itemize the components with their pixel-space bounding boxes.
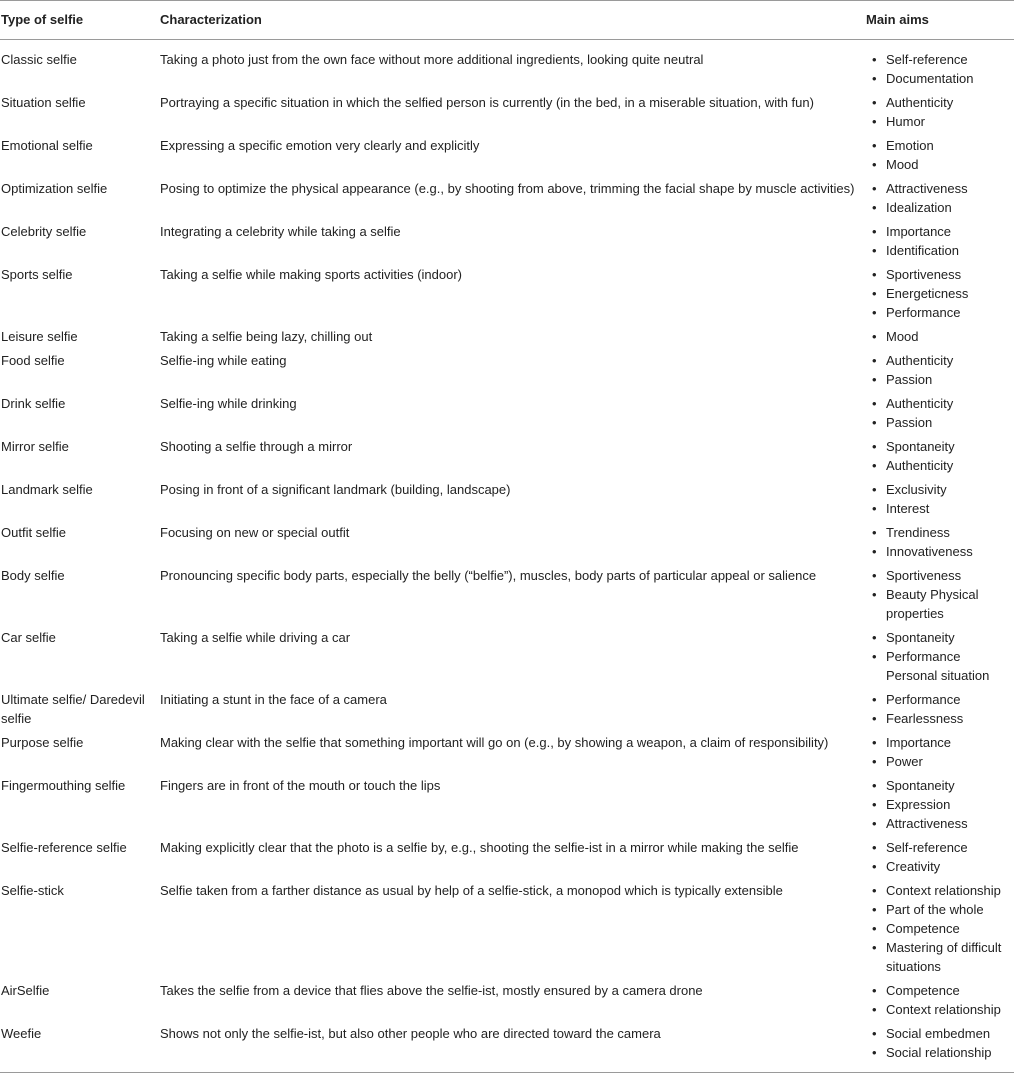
bullet-icon: • — [872, 754, 877, 769]
aim-list-item — [866, 938, 1014, 976]
characterization-cell: Taking a selfie while driving a car — [160, 630, 351, 645]
aim-list-item — [866, 241, 1014, 260]
selfie-type-cell: Drink selfie — [1, 396, 66, 411]
characterization-cell: Taking a selfie being lazy, chilling out — [160, 329, 373, 344]
aim-list-item — [866, 413, 1014, 432]
aim-text: Competence — [886, 983, 960, 998]
aim-text: Social embedmen — [886, 1026, 991, 1041]
aim-text: Mood — [886, 157, 919, 172]
main-aims-list — [866, 265, 1014, 322]
aim-text: Power — [886, 754, 923, 769]
bullet-icon: • — [872, 501, 877, 516]
aim-list-item — [866, 542, 1014, 561]
aim-text: Self-reference — [886, 840, 968, 855]
main-aims-list — [866, 50, 1014, 88]
characterization-cell: Initiating a stunt in the face of a camera — [160, 692, 387, 707]
table-row — [0, 40, 1014, 89]
aim-list-item — [866, 1043, 1014, 1062]
selfie-type-cell: AirSelfie — [1, 983, 50, 998]
bullet-icon: • — [872, 1026, 877, 1041]
aim-list-item — [866, 456, 1014, 475]
main-aims-cell — [866, 88, 1014, 131]
bullet-icon: • — [872, 711, 877, 726]
aim-text: Authenticity — [886, 458, 954, 473]
aim-text: Authenticity — [886, 396, 954, 411]
table-row — [0, 561, 1014, 623]
aim-list-item — [866, 814, 1014, 833]
selfie-type-cell: Landmark selfie — [1, 482, 93, 497]
bullet-icon: • — [872, 940, 877, 955]
aim-list-item — [866, 709, 1014, 728]
bullet-icon: • — [872, 525, 877, 540]
aim-list-item — [866, 752, 1014, 771]
bullet-icon: • — [872, 224, 877, 239]
characterization-cell: Takes the selfie from a device that flies above the selfie-ist, mostly ensured by a camera drone — [160, 983, 703, 998]
header-characterization: Characterization — [160, 12, 262, 27]
selfie-type-cell: Ultimate selfie/ Daredevil selfie — [1, 692, 145, 726]
bullet-icon: • — [872, 267, 877, 282]
selfie-type-cell: Leisure selfie — [1, 329, 78, 344]
bullet-icon: • — [872, 568, 877, 583]
aim-text: Mood — [886, 329, 919, 344]
aim-list-item — [866, 900, 1014, 919]
table-row — [0, 771, 1014, 833]
bullet-icon: • — [872, 649, 877, 664]
selfie-type-cell: Selfie-reference selfie — [1, 840, 127, 855]
main-aims-cell — [866, 174, 1014, 217]
table-header-row — [0, 1, 1014, 40]
bullet-icon: • — [872, 286, 877, 301]
bullet-icon: • — [872, 1002, 877, 1017]
main-aims-cell — [866, 623, 1014, 685]
aim-text: Humor — [886, 114, 926, 129]
aim-list-item — [866, 155, 1014, 174]
table-row — [0, 260, 1014, 322]
selfie-type-cell: Sports selfie — [1, 267, 73, 282]
bullet-icon: • — [872, 1045, 877, 1060]
aim-list-item — [866, 136, 1014, 155]
main-aims-cell — [866, 518, 1014, 561]
selfie-type-cell: Situation selfie — [1, 95, 86, 110]
characterization-cell: Shooting a selfie through a mirror — [160, 439, 353, 454]
selfie-type-cell: Emotional selfie — [1, 138, 93, 153]
aim-list-item — [866, 303, 1014, 322]
aim-list-item — [866, 327, 1014, 346]
aim-list-item — [866, 370, 1014, 389]
bullet-icon: • — [872, 329, 877, 344]
aim-text: Part of the whole — [886, 902, 984, 917]
bullet-icon: • — [872, 630, 877, 645]
aim-list-item — [866, 981, 1014, 1000]
main-aims-cell — [866, 685, 1014, 728]
bullet-icon: • — [872, 439, 877, 454]
aim-list-item — [866, 198, 1014, 217]
table-row — [0, 1019, 1014, 1073]
aim-list-item — [866, 112, 1014, 131]
table-row — [0, 88, 1014, 131]
aim-text: Context relationship — [886, 883, 1001, 898]
bullet-icon: • — [872, 138, 877, 153]
main-aims-list — [866, 480, 1014, 518]
aim-list-item — [866, 351, 1014, 370]
main-aims-list — [866, 437, 1014, 475]
characterization-cell: Expressing a specific emotion very clearly and explicitly — [160, 138, 480, 153]
bullet-icon: • — [872, 544, 877, 559]
bullet-icon: • — [872, 181, 877, 196]
aim-list-item — [866, 523, 1014, 542]
table-row — [0, 833, 1014, 876]
main-aims-list — [866, 327, 1014, 346]
aim-text: Expression — [886, 797, 951, 812]
selfie-type-cell: Outfit selfie — [1, 525, 67, 540]
main-aims-cell — [866, 131, 1014, 174]
bullet-icon: • — [872, 816, 877, 831]
aim-list-item — [866, 50, 1014, 69]
aim-text: Spontaneity — [886, 778, 955, 793]
bullet-icon: • — [872, 52, 877, 67]
aim-text: Interest — [886, 501, 930, 516]
aim-text: Context relationship — [886, 1002, 1001, 1017]
main-aims-cell — [866, 389, 1014, 432]
aim-text: Competence — [886, 921, 960, 936]
selfie-type-cell: Weefie — [1, 1026, 42, 1041]
aim-text: Attractiveness — [886, 181, 968, 196]
selfie-type-cell: Mirror selfie — [1, 439, 69, 454]
aim-text: Importance — [886, 735, 952, 750]
aim-list-item — [866, 585, 1014, 623]
main-aims-list — [866, 93, 1014, 131]
bullet-icon: • — [872, 415, 877, 430]
bullet-icon: • — [872, 587, 877, 602]
main-aims-cell — [866, 833, 1014, 876]
characterization-cell: Portraying a specific situation in which the selfied person is currently (in the bed, in a miserable situation, with fun) — [160, 95, 814, 110]
table-row — [0, 475, 1014, 518]
aim-list-item — [866, 179, 1014, 198]
bullet-icon: • — [872, 983, 877, 998]
characterization-cell: Integrating a celebrity while taking a selfie — [160, 224, 401, 239]
aim-text: Documentation — [886, 71, 974, 86]
bullet-icon: • — [872, 95, 877, 110]
main-aims-cell — [866, 876, 1014, 976]
aim-list-item — [866, 394, 1014, 413]
characterization-cell: Focusing on new or special outfit — [160, 525, 350, 540]
aim-text: Spontaneity — [886, 630, 955, 645]
bullet-icon: • — [872, 396, 877, 411]
aim-list-item — [866, 93, 1014, 112]
aim-list-item — [866, 284, 1014, 303]
aim-list-item — [866, 690, 1014, 709]
table-row — [0, 876, 1014, 976]
aim-text: Energeticness — [886, 286, 969, 301]
bullet-icon: • — [872, 243, 877, 258]
characterization-cell: Selfie taken from a farther distance as usual by help of a selfie-stick, a monopod which is typically extensible — [160, 883, 783, 898]
table-row — [0, 432, 1014, 475]
aim-text: Performance — [886, 692, 961, 707]
characterization-cell: Posing in front of a significant landmark (building, landscape) — [160, 482, 511, 497]
aim-text: Authenticity — [886, 95, 954, 110]
bullet-icon: • — [872, 778, 877, 793]
main-aims-list — [866, 838, 1014, 876]
aim-text: Performance Personal situation — [886, 649, 990, 683]
main-aims-cell — [866, 260, 1014, 322]
table-row — [0, 389, 1014, 432]
bullet-icon: • — [872, 458, 877, 473]
aim-text: Trendiness — [886, 525, 950, 540]
aim-text: Spontaneity — [886, 439, 955, 454]
characterization-cell: Taking a selfie while making sports activities (indoor) — [160, 267, 463, 282]
characterization-cell: Selfie-ing while eating — [160, 353, 287, 368]
aim-text: Authenticity — [886, 353, 954, 368]
characterization-cell: Pronouncing specific body parts, especially the belly (“belfie”), muscles, body parts of particular appeal or salience — [160, 568, 817, 583]
aim-list-item — [866, 499, 1014, 518]
table-row — [0, 346, 1014, 389]
selfie-type-cell: Fingermouthing selfie — [1, 778, 126, 793]
bullet-icon: • — [872, 859, 877, 874]
main-aims-list — [866, 733, 1014, 771]
main-aims-cell — [866, 475, 1014, 518]
main-aims-list — [866, 351, 1014, 389]
selfie-type-cell: Purpose selfie — [1, 735, 84, 750]
main-aims-list — [866, 566, 1014, 623]
main-aims-cell — [866, 771, 1014, 833]
table-row — [0, 322, 1014, 346]
main-aims-list — [866, 136, 1014, 174]
aim-list-item — [866, 795, 1014, 814]
aim-list-item — [866, 1024, 1014, 1043]
characterization-cell: Taking a photo just from the own face without more additional ingredients, looking quite neutral — [160, 52, 704, 67]
bullet-icon: • — [872, 157, 877, 172]
bullet-icon: • — [872, 114, 877, 129]
aim-text: Attractiveness — [886, 816, 968, 831]
aim-list-item — [866, 776, 1014, 795]
table-row — [0, 685, 1014, 728]
selfie-type-cell: Classic selfie — [1, 52, 77, 67]
aim-text: Emotion — [886, 138, 934, 153]
aim-list-item — [866, 919, 1014, 938]
main-aims-cell — [866, 40, 1014, 89]
selfie-type-cell: Car selfie — [1, 630, 56, 645]
table-row — [0, 174, 1014, 217]
bullet-icon: • — [872, 735, 877, 750]
main-aims-list — [866, 776, 1014, 833]
main-aims-list — [866, 981, 1014, 1019]
aim-list-item — [866, 881, 1014, 900]
bullet-icon: • — [872, 200, 877, 215]
table-row — [0, 976, 1014, 1019]
aim-text: Passion — [886, 372, 933, 387]
characterization-cell: Selfie-ing while drinking — [160, 396, 297, 411]
main-aims-list — [866, 881, 1014, 976]
bullet-icon: • — [872, 902, 877, 917]
bullet-icon: • — [872, 482, 877, 497]
table-body — [0, 40, 1014, 1073]
main-aims-list — [866, 1024, 1014, 1062]
table-row — [0, 217, 1014, 260]
aim-text: Sportiveness — [886, 568, 962, 583]
selfie-type-cell: Selfie-stick — [1, 883, 64, 898]
aim-list-item — [866, 566, 1014, 585]
bullet-icon: • — [872, 372, 877, 387]
aim-text: Creativity — [886, 859, 941, 874]
main-aims-cell — [866, 728, 1014, 771]
aim-list-item — [866, 222, 1014, 241]
main-aims-list — [866, 523, 1014, 561]
main-aims-cell — [866, 561, 1014, 623]
aim-text: Sportiveness — [886, 267, 962, 282]
aim-list-item — [866, 857, 1014, 876]
aim-list-item — [866, 265, 1014, 284]
aim-text: Self-reference — [886, 52, 968, 67]
selfie-type-cell: Food selfie — [1, 353, 65, 368]
main-aims-cell — [866, 346, 1014, 389]
main-aims-list — [866, 394, 1014, 432]
aim-list-item — [866, 733, 1014, 752]
main-aims-list — [866, 690, 1014, 728]
bullet-icon: • — [872, 692, 877, 707]
selfie-type-cell: Body selfie — [1, 568, 65, 583]
header-main-aims: Main aims — [866, 12, 929, 27]
aim-list-item — [866, 647, 1014, 685]
aim-text: Mastering of difficult situations — [886, 940, 1002, 974]
aim-list-item — [866, 628, 1014, 647]
bullet-icon: • — [872, 353, 877, 368]
characterization-cell: Shows not only the selfie-ist, but also other people who are directed toward the camera — [160, 1026, 661, 1041]
table-row — [0, 131, 1014, 174]
main-aims-cell — [866, 1019, 1014, 1073]
main-aims-list — [866, 222, 1014, 260]
table-row — [0, 623, 1014, 685]
aim-text: Fearlessness — [886, 711, 964, 726]
characterization-cell: Making clear with the selfie that something important will go on (e.g., by showing a weapon, a claim of responsibility) — [160, 735, 829, 750]
table-header — [0, 1, 1014, 40]
characterization-cell: Making explicitly clear that the photo is a selfie by, e.g., shooting the selfie-ist in a mirror while making the selfie — [160, 840, 799, 855]
main-aims-cell — [866, 217, 1014, 260]
aim-list-item — [866, 1000, 1014, 1019]
aim-list-item — [866, 69, 1014, 88]
aim-text: Importance — [886, 224, 952, 239]
aim-text: Social relationship — [886, 1045, 992, 1060]
main-aims-list — [866, 179, 1014, 217]
header-type-of-selfie: Type of selfie — [1, 12, 84, 27]
table-row — [0, 728, 1014, 771]
bullet-icon: • — [872, 921, 877, 936]
aim-text: Exclusivity — [886, 482, 947, 497]
selfie-type-cell: Optimization selfie — [1, 181, 108, 196]
aim-text: Passion — [886, 415, 933, 430]
aim-list-item — [866, 838, 1014, 857]
characterization-cell: Fingers are in front of the mouth or touch the lips — [160, 778, 441, 793]
aim-list-item — [866, 480, 1014, 499]
characterization-cell: Posing to optimize the physical appearance (e.g., by shooting from above, trimming the facial shape by muscle activities) — [160, 181, 855, 196]
main-aims-cell — [866, 322, 1014, 346]
aim-text: Innovativeness — [886, 544, 973, 559]
aim-list-item — [866, 437, 1014, 456]
aim-text: Beauty Physical properties — [886, 587, 979, 621]
aim-text: Identification — [886, 243, 959, 258]
bullet-icon: • — [872, 840, 877, 855]
bullet-icon: • — [872, 305, 877, 320]
bullet-icon: • — [872, 883, 877, 898]
bullet-icon: • — [872, 71, 877, 86]
aim-text: Idealization — [886, 200, 952, 215]
table-row — [0, 518, 1014, 561]
bullet-icon: • — [872, 797, 877, 812]
main-aims-list — [866, 628, 1014, 685]
selfie-type-cell: Celebrity selfie — [1, 224, 87, 239]
main-aims-cell — [866, 976, 1014, 1019]
main-aims-cell — [866, 432, 1014, 475]
aim-text: Performance — [886, 305, 961, 320]
